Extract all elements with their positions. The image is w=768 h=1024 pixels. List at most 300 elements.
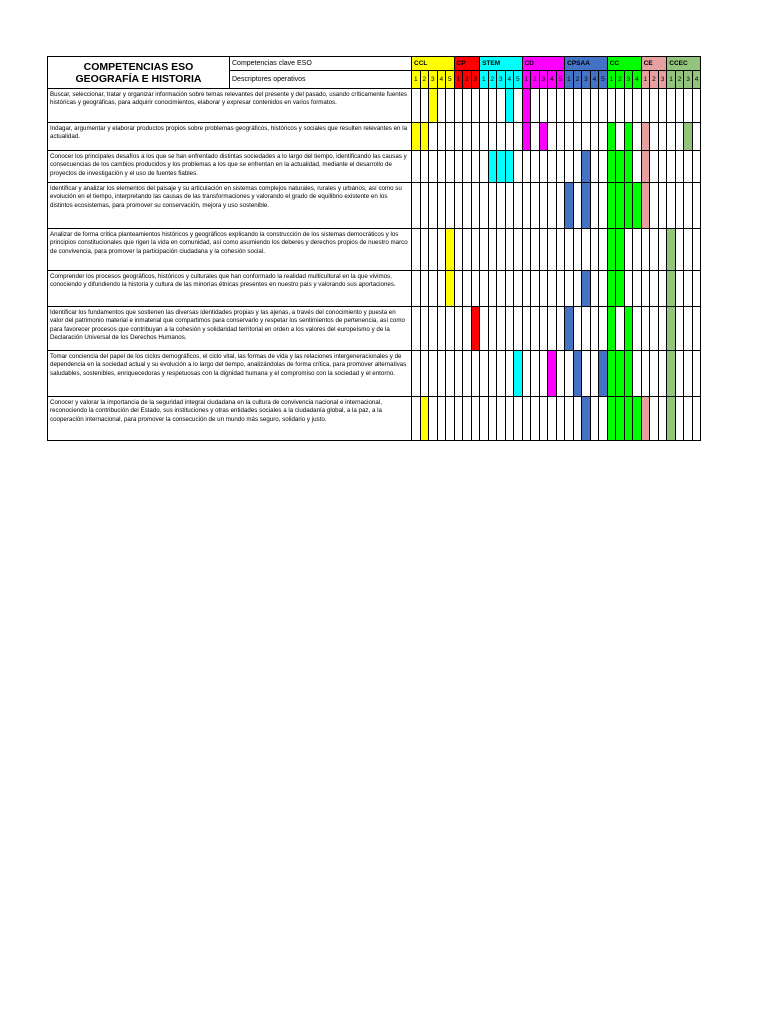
cell-cd-5 bbox=[556, 123, 565, 151]
cell-stem-1 bbox=[480, 229, 489, 271]
cell-cc-4 bbox=[633, 229, 642, 271]
descriptor-number-cpsaa-4: 4 bbox=[590, 71, 599, 89]
cell-ce-3 bbox=[658, 351, 667, 397]
cell-cpsaa-4 bbox=[590, 271, 599, 307]
cell-ccl-3 bbox=[429, 151, 438, 183]
cell-ccl-5 bbox=[446, 307, 455, 351]
mark-cc-2 bbox=[616, 271, 625, 307]
cell-stem-3 bbox=[497, 229, 506, 271]
cell-ccec-2 bbox=[675, 271, 684, 307]
cell-ccl-1 bbox=[412, 351, 421, 397]
descriptor-number-cc-2: 2 bbox=[616, 71, 625, 89]
cell-ccec-3 bbox=[684, 397, 693, 441]
mark-cc-1 bbox=[607, 351, 616, 397]
cell-ccec-2 bbox=[675, 307, 684, 351]
cell-cpsaa-3 bbox=[582, 351, 591, 397]
cell-stem-5 bbox=[514, 89, 523, 123]
cell-cpsaa-5 bbox=[599, 271, 608, 307]
descriptor-number-ccec-1: 1 bbox=[667, 71, 676, 89]
cell-cd-2 bbox=[531, 307, 540, 351]
mark-stem-5 bbox=[514, 351, 523, 397]
mark-ccec-1 bbox=[667, 397, 676, 441]
cell-ccl-4 bbox=[437, 271, 446, 307]
cell-cp-2 bbox=[463, 229, 472, 271]
descriptor-number-cp-3: 3 bbox=[471, 71, 480, 89]
cell-cp-2 bbox=[463, 183, 472, 229]
cell-ccl-4 bbox=[437, 307, 446, 351]
cell-ccec-2 bbox=[675, 89, 684, 123]
cell-cd-3 bbox=[539, 183, 548, 229]
cell-ccec-2 bbox=[675, 229, 684, 271]
table-row bbox=[48, 307, 701, 351]
cell-cp-1 bbox=[454, 229, 463, 271]
descriptor-number-cd-3: 3 bbox=[539, 71, 548, 89]
cell-cp-2 bbox=[463, 351, 472, 397]
cell-ccl-4 bbox=[437, 123, 446, 151]
table-row bbox=[48, 123, 701, 151]
descriptor-number-stem-3: 3 bbox=[497, 71, 506, 89]
cell-ccl-3 bbox=[429, 183, 438, 229]
cell-ccec-2 bbox=[675, 183, 684, 229]
cell-ccl-1 bbox=[412, 183, 421, 229]
cell-cpsaa-5 bbox=[599, 229, 608, 271]
mark-cpsaa-5 bbox=[599, 351, 608, 397]
cell-cd-4 bbox=[548, 151, 557, 183]
mark-ccec-1 bbox=[667, 271, 676, 307]
mark-cc-1 bbox=[607, 123, 616, 151]
cell-stem-5 bbox=[514, 271, 523, 307]
cell-ce-3 bbox=[658, 183, 667, 229]
cell-ccec-4 bbox=[692, 229, 701, 271]
cell-ccl-3 bbox=[429, 271, 438, 307]
descriptor-number-ccec-2: 2 bbox=[675, 71, 684, 89]
mark-ccl-2 bbox=[420, 397, 429, 441]
cell-cd-2 bbox=[531, 123, 540, 151]
group-header-cp: CP bbox=[454, 57, 480, 71]
cell-ce-3 bbox=[658, 271, 667, 307]
cell-stem-3 bbox=[497, 351, 506, 397]
cell-stem-2 bbox=[488, 307, 497, 351]
descriptor-number-cd-4: 4 bbox=[548, 71, 557, 89]
descriptor-number-ce-2: 2 bbox=[650, 71, 659, 89]
table-row bbox=[48, 271, 701, 307]
mark-cpsaa-1 bbox=[565, 307, 574, 351]
cell-stem-4 bbox=[505, 397, 514, 441]
cell-ccl-2 bbox=[420, 351, 429, 397]
cell-stem-2 bbox=[488, 89, 497, 123]
cell-cd-3 bbox=[539, 307, 548, 351]
mark-cpsaa-3 bbox=[582, 397, 591, 441]
mark-cd-1 bbox=[522, 89, 531, 123]
mark-stem-4 bbox=[505, 151, 514, 183]
cell-cpsaa-2 bbox=[573, 229, 582, 271]
cell-ccec-2 bbox=[675, 151, 684, 183]
cell-cp-3 bbox=[471, 89, 480, 123]
group-header-cpsaa: CPSAA bbox=[565, 57, 608, 71]
cell-ccec-4 bbox=[692, 351, 701, 397]
cell-stem-4 bbox=[505, 229, 514, 271]
mark-cp-3 bbox=[471, 307, 480, 351]
cell-cp-3 bbox=[471, 397, 480, 441]
cell-ce-3 bbox=[658, 151, 667, 183]
descriptores-operativos-label: Descriptores operativos bbox=[230, 71, 412, 89]
cell-stem-2 bbox=[488, 351, 497, 397]
mark-ce-1 bbox=[641, 183, 650, 229]
criterio-text: Comprender los procesos geográficos, históricos y culturales que han conformado la realidad multicultural en la que vivimos, conociendo y difundiendo la historia y cultura de las minorías étnicas presentes en nuestro país y valorando sus aportaciones. bbox=[48, 271, 412, 307]
mark-ccl-3 bbox=[429, 89, 438, 123]
cell-cd-4 bbox=[548, 183, 557, 229]
cell-ce-1 bbox=[641, 271, 650, 307]
descriptor-number-stem-2: 2 bbox=[488, 71, 497, 89]
competencias-table bbox=[47, 56, 701, 441]
cell-ccl-2 bbox=[420, 229, 429, 271]
criterio-text: Identificar y analizar los elementos del paisaje y su articulación en sistemas complejos naturales, rurales y urbanos, así como su evolución en el tiempo, interpretando las causas de las transformaciones y valorando el grado de equilibrio existente en los distintos ecosistemas, para promover su conservación, mejora y uso sostenible. bbox=[48, 183, 412, 229]
mark-cc-1 bbox=[607, 397, 616, 441]
cell-ccec-3 bbox=[684, 151, 693, 183]
cell-cp-3 bbox=[471, 183, 480, 229]
cell-ccec-3 bbox=[684, 183, 693, 229]
criterio-text: Conocer los principales desafíos a los que se han enfrentado distintas sociedades a lo largo del tiempo, identificando las causas y consecuencias de los cambios producidos y los problemas a los que se enfrentan en la actualidad, mediante el desarrollo de proyectos de investigación y el uso de fuentes fiables. bbox=[48, 151, 412, 183]
cell-cp-3 bbox=[471, 151, 480, 183]
cell-cd-1 bbox=[522, 271, 531, 307]
cell-ccec-2 bbox=[675, 397, 684, 441]
cell-cc-2 bbox=[616, 89, 625, 123]
competencias-clave-label: Competencias clave ESO bbox=[230, 57, 412, 71]
mark-cpsaa-2 bbox=[573, 351, 582, 397]
mark-ccl-1 bbox=[412, 123, 421, 151]
cell-stem-2 bbox=[488, 271, 497, 307]
cell-ccl-4 bbox=[437, 89, 446, 123]
mark-cc-1 bbox=[607, 229, 616, 271]
descriptor-number-ce-1: 1 bbox=[641, 71, 650, 89]
cell-stem-3 bbox=[497, 89, 506, 123]
cell-ccec-4 bbox=[692, 397, 701, 441]
cell-cc-4 bbox=[633, 123, 642, 151]
mark-cd-3 bbox=[539, 123, 548, 151]
cell-ccec-4 bbox=[692, 271, 701, 307]
descriptor-number-stem-1: 1 bbox=[480, 71, 489, 89]
criterio-text: Buscar, seleccionar, tratar y organizar información sobre temas relevantes del presente y del pasado, usando críticamente fuentes históricas y geográficas, para adquirir conocimientos, elaborar y expresar contenidos en varios formatos. bbox=[48, 89, 412, 123]
mark-ccec-1 bbox=[667, 307, 676, 351]
cell-cpsaa-1 bbox=[565, 151, 574, 183]
cell-stem-4 bbox=[505, 271, 514, 307]
cell-cd-5 bbox=[556, 307, 565, 351]
cell-stem-1 bbox=[480, 307, 489, 351]
cell-ccec-4 bbox=[692, 183, 701, 229]
cell-ccl-5 bbox=[446, 89, 455, 123]
criterio-text: Analizar de forma crítica planteamientos históricos y geográficos explicando la construcción de los sistemas democráticos y los principios constitucionales que rigen la vida en comunidad, así como asumiendo los deberes y derechos propios de nuestro marco de convivencia, para promover la participación ciudadana y la cohesión social. bbox=[48, 229, 412, 271]
cell-stem-5 bbox=[514, 123, 523, 151]
cell-cpsaa-2 bbox=[573, 397, 582, 441]
cell-cpsaa-5 bbox=[599, 89, 608, 123]
cell-stem-3 bbox=[497, 397, 506, 441]
mark-cpsaa-3 bbox=[582, 271, 591, 307]
mark-cc-3 bbox=[624, 397, 633, 441]
cell-ccl-1 bbox=[412, 271, 421, 307]
cell-ccl-2 bbox=[420, 307, 429, 351]
cell-cd-4 bbox=[548, 397, 557, 441]
group-header-ccec: CCEC bbox=[667, 57, 701, 71]
cell-cc-4 bbox=[633, 351, 642, 397]
mark-cpsaa-1 bbox=[565, 183, 574, 229]
cell-stem-5 bbox=[514, 183, 523, 229]
cell-stem-2 bbox=[488, 229, 497, 271]
table-row bbox=[48, 351, 701, 397]
cell-cp-2 bbox=[463, 89, 472, 123]
mark-cc-4 bbox=[633, 397, 642, 441]
cell-stem-1 bbox=[480, 151, 489, 183]
cell-cc-4 bbox=[633, 307, 642, 351]
cell-ce-2 bbox=[650, 229, 659, 271]
group-header-ccl: CCL bbox=[412, 57, 455, 71]
cell-stem-4 bbox=[505, 351, 514, 397]
descriptor-number-stem-4: 4 bbox=[505, 71, 514, 89]
cell-ccl-1 bbox=[412, 151, 421, 183]
mark-cc-3 bbox=[624, 123, 633, 151]
cell-cpsaa-4 bbox=[590, 123, 599, 151]
mark-ce-1 bbox=[641, 123, 650, 151]
cell-ccl-1 bbox=[412, 229, 421, 271]
cell-cpsaa-5 bbox=[599, 123, 608, 151]
mark-ce-1 bbox=[641, 151, 650, 183]
cell-cpsaa-2 bbox=[573, 307, 582, 351]
cell-cd-5 bbox=[556, 183, 565, 229]
cell-cp-2 bbox=[463, 151, 472, 183]
cell-ce-2 bbox=[650, 397, 659, 441]
cell-ccec-1 bbox=[667, 89, 676, 123]
mark-cc-2 bbox=[616, 351, 625, 397]
cell-ce-2 bbox=[650, 89, 659, 123]
cell-stem-1 bbox=[480, 397, 489, 441]
cell-ccl-5 bbox=[446, 183, 455, 229]
mark-cpsaa-3 bbox=[582, 183, 591, 229]
cell-cpsaa-3 bbox=[582, 307, 591, 351]
descriptor-number-cc-3: 3 bbox=[624, 71, 633, 89]
mark-ccec-3 bbox=[684, 123, 693, 151]
descriptor-number-cd-1: 1 bbox=[522, 71, 531, 89]
table-row bbox=[48, 397, 701, 441]
cell-stem-1 bbox=[480, 123, 489, 151]
cell-cp-1 bbox=[454, 271, 463, 307]
mark-cc-2 bbox=[616, 397, 625, 441]
cell-cpsaa-2 bbox=[573, 123, 582, 151]
cell-cp-3 bbox=[471, 123, 480, 151]
cell-ccec-3 bbox=[684, 229, 693, 271]
mark-cc-1 bbox=[607, 183, 616, 229]
criterio-text: Identificar los fundamentos que sostienen las diversas identidades propias y las ajenas, a través del conocimiento y puesta en valor del patrimonio material e inmaterial que compartimos para conservarlo y respetar los sentimientos de pertenencia, así como para favorecer procesos que contribuyan a la cohesión y solidaridad territorial en orden a los valores del europeísmo y de la Declaración Universal de los Derechos Humanos. bbox=[48, 307, 412, 351]
cell-ccl-4 bbox=[437, 151, 446, 183]
cell-ccl-4 bbox=[437, 351, 446, 397]
mark-cd-4 bbox=[548, 351, 557, 397]
cell-stem-5 bbox=[514, 229, 523, 271]
cell-stem-4 bbox=[505, 183, 514, 229]
cell-cd-1 bbox=[522, 151, 531, 183]
cell-cd-5 bbox=[556, 351, 565, 397]
descriptor-number-cp-2: 2 bbox=[463, 71, 472, 89]
cell-ce-2 bbox=[650, 183, 659, 229]
cell-cpsaa-2 bbox=[573, 151, 582, 183]
cell-ce-2 bbox=[650, 123, 659, 151]
cell-cp-3 bbox=[471, 229, 480, 271]
cell-stem-1 bbox=[480, 351, 489, 397]
cell-cc-3 bbox=[624, 229, 633, 271]
descriptor-number-cc-1: 1 bbox=[607, 71, 616, 89]
mark-ce-1 bbox=[641, 397, 650, 441]
cell-cpsaa-3 bbox=[582, 123, 591, 151]
cell-cd-4 bbox=[548, 307, 557, 351]
cell-ce-1 bbox=[641, 351, 650, 397]
cell-ccl-1 bbox=[412, 307, 421, 351]
cell-ccl-1 bbox=[412, 397, 421, 441]
cell-ccl-2 bbox=[420, 151, 429, 183]
cell-cp-1 bbox=[454, 397, 463, 441]
cell-cpsaa-3 bbox=[582, 89, 591, 123]
criterio-text: Indagar, argumentar y elaborar productos propios sobre problemas geográficos, históricos y sociales que resulten relevantes en la actualidad. bbox=[48, 123, 412, 151]
cell-cd-1 bbox=[522, 307, 531, 351]
cell-ce-2 bbox=[650, 151, 659, 183]
cell-ccl-2 bbox=[420, 89, 429, 123]
cell-ccl-5 bbox=[446, 397, 455, 441]
mark-ccl-5 bbox=[446, 271, 455, 307]
descriptor-number-ccl-5: 5 bbox=[446, 71, 455, 89]
cell-cd-2 bbox=[531, 351, 540, 397]
mark-cd-1 bbox=[522, 123, 531, 151]
cell-ce-1 bbox=[641, 89, 650, 123]
cell-stem-5 bbox=[514, 151, 523, 183]
mark-cc-1 bbox=[607, 307, 616, 351]
cell-cc-2 bbox=[616, 307, 625, 351]
cell-cd-4 bbox=[548, 89, 557, 123]
cell-cp-2 bbox=[463, 123, 472, 151]
table-row bbox=[48, 229, 701, 271]
mark-cc-2 bbox=[616, 229, 625, 271]
cell-cpsaa-5 bbox=[599, 183, 608, 229]
cell-stem-3 bbox=[497, 183, 506, 229]
cell-ce-2 bbox=[650, 307, 659, 351]
mark-cc-2 bbox=[616, 151, 625, 183]
mark-stem-4 bbox=[505, 89, 514, 123]
mark-cc-1 bbox=[607, 271, 616, 307]
mark-cc-3 bbox=[624, 183, 633, 229]
descriptor-number-cc-4: 4 bbox=[633, 71, 642, 89]
cell-cd-1 bbox=[522, 397, 531, 441]
cell-cp-1 bbox=[454, 123, 463, 151]
cell-cpsaa-4 bbox=[590, 151, 599, 183]
mark-cc-1 bbox=[607, 151, 616, 183]
cell-cpsaa-1 bbox=[565, 397, 574, 441]
mark-ccec-1 bbox=[667, 351, 676, 397]
cell-cpsaa-1 bbox=[565, 271, 574, 307]
cell-ccl-5 bbox=[446, 151, 455, 183]
cell-ccec-4 bbox=[692, 151, 701, 183]
table-title bbox=[48, 57, 230, 89]
mark-ccl-5 bbox=[446, 229, 455, 271]
descriptor-number-stem-5: 5 bbox=[514, 71, 523, 89]
cell-cpsaa-5 bbox=[599, 397, 608, 441]
cell-cd-4 bbox=[548, 123, 557, 151]
cell-cd-2 bbox=[531, 397, 540, 441]
cell-ccl-5 bbox=[446, 351, 455, 397]
cell-ce-3 bbox=[658, 397, 667, 441]
cell-cpsaa-4 bbox=[590, 229, 599, 271]
descriptor-number-ce-3: 3 bbox=[658, 71, 667, 89]
cell-cpsaa-5 bbox=[599, 151, 608, 183]
cell-ccl-3 bbox=[429, 307, 438, 351]
mark-cc-3 bbox=[624, 151, 633, 183]
cell-ccl-3 bbox=[429, 123, 438, 151]
cell-cp-1 bbox=[454, 151, 463, 183]
criterio-text: Tomar conciencia del papel de los ciclos demográficos, el ciclo vital, las formas de vida y las relaciones intergeneracionales y de dependencia en la sociedad actual y su evolución a lo largo del tiempo, analizándolas de forma crítica, para promover alternativas saludables, sostenibles, enriquecedoras y respetuosas con la dignidad humana y el compromiso con la sociedad y el entorno. bbox=[48, 351, 412, 397]
cell-ccec-2 bbox=[675, 351, 684, 397]
cell-cpsaa-4 bbox=[590, 351, 599, 397]
cell-stem-1 bbox=[480, 89, 489, 123]
cell-cd-3 bbox=[539, 271, 548, 307]
cell-cpsaa-5 bbox=[599, 307, 608, 351]
cell-cd-1 bbox=[522, 229, 531, 271]
cell-ccl-4 bbox=[437, 397, 446, 441]
cell-stem-3 bbox=[497, 271, 506, 307]
cell-ccl-3 bbox=[429, 397, 438, 441]
cell-ce-2 bbox=[650, 351, 659, 397]
cell-ce-3 bbox=[658, 229, 667, 271]
cell-cd-3 bbox=[539, 151, 548, 183]
cell-cd-5 bbox=[556, 229, 565, 271]
cell-cd-5 bbox=[556, 89, 565, 123]
mark-cpsaa-3 bbox=[582, 151, 591, 183]
descriptor-number-ccl-1: 1 bbox=[412, 71, 421, 89]
cell-cp-1 bbox=[454, 89, 463, 123]
mark-cc-3 bbox=[624, 307, 633, 351]
cell-cpsaa-1 bbox=[565, 89, 574, 123]
descriptor-number-cd-5: 5 bbox=[556, 71, 565, 89]
cell-cd-2 bbox=[531, 183, 540, 229]
cell-cd-2 bbox=[531, 151, 540, 183]
cell-cd-3 bbox=[539, 229, 548, 271]
cell-cpsaa-3 bbox=[582, 229, 591, 271]
cell-ccec-3 bbox=[684, 351, 693, 397]
cell-stem-1 bbox=[480, 183, 489, 229]
descriptor-number-cpsaa-5: 5 bbox=[599, 71, 608, 89]
cell-ccec-1 bbox=[667, 151, 676, 183]
cell-ccl-2 bbox=[420, 271, 429, 307]
cell-cd-1 bbox=[522, 351, 531, 397]
cell-cd-1 bbox=[522, 183, 531, 229]
cell-ccl-3 bbox=[429, 229, 438, 271]
cell-cpsaa-4 bbox=[590, 307, 599, 351]
cell-cd-3 bbox=[539, 397, 548, 441]
mark-cc-4 bbox=[633, 183, 642, 229]
group-header-ce: CE bbox=[641, 57, 667, 71]
cell-ccec-1 bbox=[667, 123, 676, 151]
cell-ccl-1 bbox=[412, 89, 421, 123]
mark-stem-2 bbox=[488, 151, 497, 183]
cell-cpsaa-4 bbox=[590, 89, 599, 123]
descriptor-number-ccec-3: 3 bbox=[684, 71, 693, 89]
descriptor-number-cpsaa-2: 2 bbox=[573, 71, 582, 89]
cell-cp-2 bbox=[463, 397, 472, 441]
cell-cpsaa-1 bbox=[565, 123, 574, 151]
cell-cp-1 bbox=[454, 307, 463, 351]
cell-cd-5 bbox=[556, 151, 565, 183]
cell-stem-4 bbox=[505, 307, 514, 351]
cell-cpsaa-2 bbox=[573, 271, 582, 307]
group-header-cc: CC bbox=[607, 57, 641, 71]
cell-ccec-4 bbox=[692, 307, 701, 351]
title-line-1: COMPETENCIAS ESO bbox=[83, 60, 194, 73]
cell-ce-1 bbox=[641, 229, 650, 271]
cell-cc-2 bbox=[616, 123, 625, 151]
cell-cd-3 bbox=[539, 351, 548, 397]
